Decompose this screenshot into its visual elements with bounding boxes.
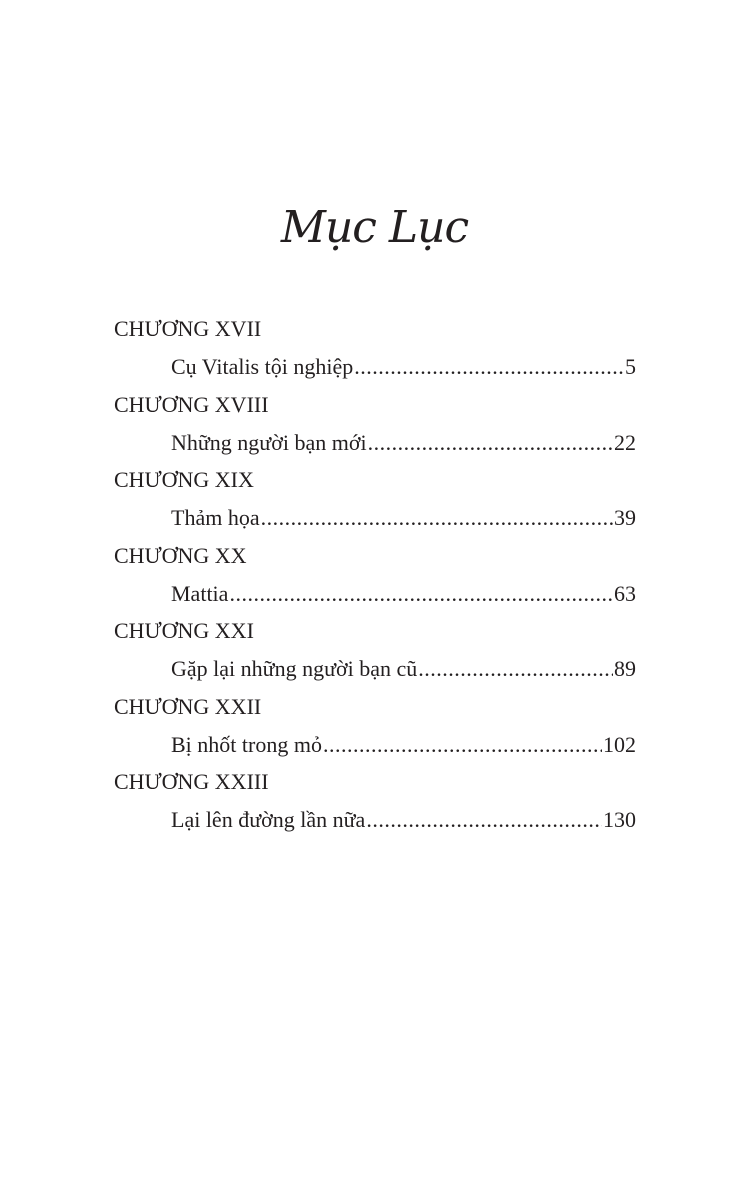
entry-title: Thảm họa — [171, 505, 260, 530]
page-number: 63 — [614, 580, 636, 606]
entry-title: Những người bạn mới — [171, 429, 367, 455]
entry-title: Mattia — [171, 580, 229, 606]
dot-leader — [354, 348, 624, 386]
toc-entry[interactable] — [171, 424, 636, 462]
table-of-contents — [114, 310, 636, 839]
dot-leader — [368, 424, 613, 462]
chapter-heading: CHƯƠNG XXI — [114, 618, 254, 643]
chapter-heading: CHƯƠNG XX — [114, 542, 247, 568]
dot-leader — [323, 726, 602, 764]
page-number: 22 — [614, 429, 636, 455]
toc-entry[interactable] — [171, 348, 636, 386]
page-title: Mục Lục — [280, 202, 469, 253]
chapter-heading: CHƯƠNG XVIII — [114, 391, 269, 417]
toc-entry[interactable] — [171, 726, 636, 764]
dot-leader — [261, 499, 613, 537]
page-number: 39 — [614, 505, 636, 530]
chapter-heading: CHƯƠNG XVII — [114, 316, 262, 341]
page-number: 5 — [625, 354, 636, 379]
page-number: 130 — [603, 807, 636, 832]
toc-entry[interactable] — [171, 575, 636, 613]
toc-entry[interactable] — [171, 650, 636, 688]
page-number: 89 — [614, 656, 636, 681]
page-number: 102 — [603, 731, 636, 757]
chapter-heading: CHƯƠNG XIX — [114, 467, 254, 492]
dot-leader — [229, 575, 613, 613]
chapter-heading: CHƯƠNG XXIII — [114, 769, 269, 794]
dot-leader — [418, 650, 613, 688]
toc-entry[interactable] — [171, 499, 636, 537]
chapter-heading: CHƯƠNG XXII — [114, 693, 262, 719]
dot-leader — [366, 801, 602, 839]
entry-title: Cụ Vitalis tội nghiệp — [171, 354, 354, 379]
entry-title: Gặp lại những người bạn cũ — [171, 656, 418, 681]
toc-entry[interactable] — [171, 801, 636, 839]
entry-title: Bị nhốt trong mỏ — [171, 731, 322, 757]
entry-title: Lại lên đường lần nữa — [171, 807, 366, 832]
